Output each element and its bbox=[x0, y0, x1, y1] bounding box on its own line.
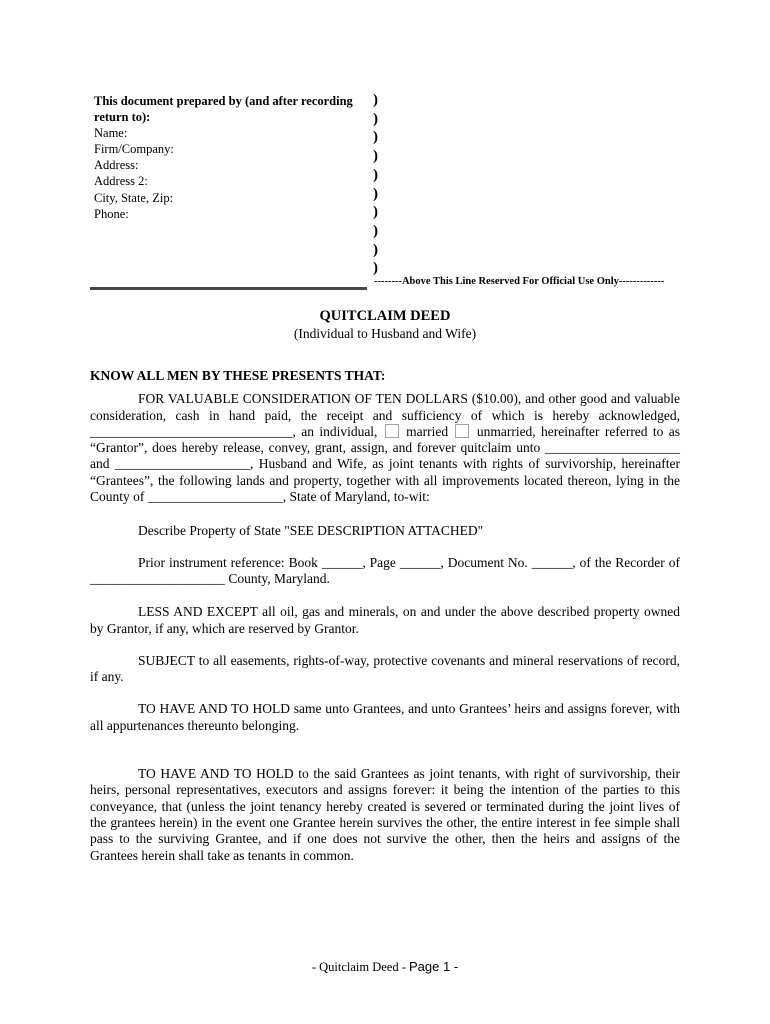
field-label-phone: Phone: bbox=[94, 206, 129, 221]
footer-page-number: Page 1 - bbox=[409, 959, 459, 974]
married-checkbox[interactable] bbox=[385, 424, 399, 438]
paren-glyph: ) bbox=[373, 129, 378, 146]
paren-glyph: ) bbox=[373, 204, 378, 221]
prepared-by-box bbox=[94, 93, 378, 222]
less-and-except-paragraph: LESS AND EXCEPT all oil, gas and minerals, on and under the above described property owned by Grantor, if any, which are reserved by Grantor. bbox=[90, 604, 680, 636]
unmarried-checkbox[interactable] bbox=[455, 424, 469, 438]
field-label-name: Name: bbox=[94, 126, 128, 141]
page-title: QUITCLAIM DEED bbox=[319, 308, 451, 324]
paren-glyph: ) bbox=[373, 110, 378, 127]
to-have-and-hold-paragraph-1: TO HAVE AND TO HOLD same unto Grantees, and unto Grantees’ heirs and assigns forever, with all appurtenances thereunto belonging. bbox=[90, 701, 680, 733]
field-label-address: Address: bbox=[94, 158, 139, 173]
grant-paragraph-part1: FOR VALUABLE CONSIDERATION OF TEN DOLLARS ($10.00), and other good and valuable consideration, cash in hand paid, the receipt and sufficiency of which is hereby acknowledged, ______________________________, an individual, bbox=[90, 391, 680, 439]
document-body bbox=[90, 308, 680, 864]
grant-paragraph-part2: unmarried, hereinafter referred to as “Grantor”, does hereby release, convey, grant, assign, and forever quitclaim unto ____________________ and ____________________, Husband and Wife, as joint tenants with rights of survivorship, hereinafter “Grantees”, the following lands and property, together with all improvements located thereon, lying in the County of ____________________, State of Maryland, to-wit: bbox=[90, 423, 680, 505]
paren-glyph: ) bbox=[373, 222, 378, 239]
paren-column bbox=[373, 91, 378, 278]
official-use-label: --------Above This Line Reserved For Official Use Only------------- bbox=[374, 276, 665, 287]
to-have-and-hold-paragraph-2: TO HAVE AND TO HOLD to the said Grantees as joint tenants, with right of survivorship, their heirs, personal representatives, executors and assigns forever: it being the intention of the parties to this conveyance, that (unless the joint tenancy hereby created is severed or terminated during the joint lives of the grantees herein) in the event one Grantee herein survives the other, the entire interest in fee simple shall pass to the surviving Grantee, and if one does not survive the other, then the heirs and assigns of the Grantees herein shall take as tenants in common. bbox=[90, 766, 680, 863]
opening-heading: KNOW ALL MEN BY THESE PRESENTS THAT: bbox=[90, 368, 386, 383]
paren-glyph: ) bbox=[373, 241, 378, 258]
prior-instrument-paragraph: Prior instrument reference: Book ______, Page ______, Document No. ______, of the Recorder of ____________________ County, Maryland. bbox=[90, 554, 680, 586]
page-footer bbox=[0, 959, 770, 975]
paren-glyph: ) bbox=[373, 148, 378, 165]
paren-glyph: ) bbox=[373, 92, 378, 108]
field-label-address2: Address 2: bbox=[94, 174, 148, 189]
paren-glyph: ) bbox=[373, 166, 378, 183]
grant-paragraph bbox=[90, 391, 680, 505]
paren-glyph: ) bbox=[373, 185, 378, 202]
describe-property-line: Describe Property of State "SEE DESCRIPTION ATTACHED" bbox=[138, 523, 484, 539]
married-label: married bbox=[400, 423, 454, 439]
field-label-city-state-zip: City, State, Zip: bbox=[94, 190, 174, 205]
field-label-firm-company: Firm/Company: bbox=[94, 142, 174, 157]
page-subtitle: (Individual to Husband and Wife) bbox=[293, 326, 477, 341]
subject-to-paragraph: SUBJECT to all easements, rights-of-way, protective covenants and mineral reservations of record, if any. bbox=[90, 652, 680, 685]
signature-divider-line bbox=[90, 287, 367, 290]
paren-glyph: ) bbox=[373, 260, 378, 277]
footer-doc-label: - Quitclaim Deed - bbox=[311, 960, 410, 974]
prepared-by-heading: This document prepared by (and after recording return to): bbox=[94, 94, 353, 125]
